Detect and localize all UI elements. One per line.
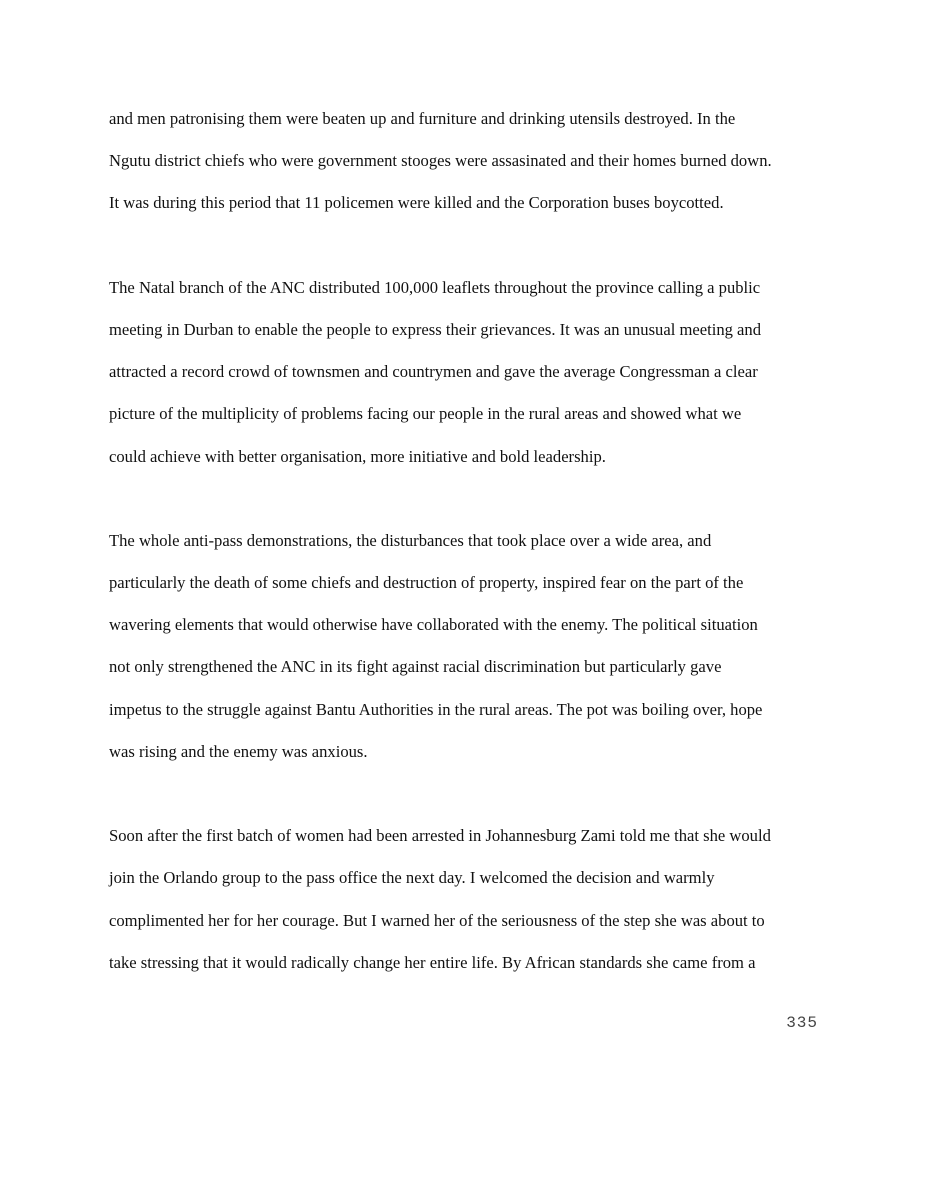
paragraph-spacer (109, 778, 821, 820)
text-line: was rising and the enemy was anxious. (109, 741, 368, 761)
paragraph-spacer (109, 483, 821, 525)
paragraph-4 (109, 820, 821, 989)
text-line: Soon after the first batch of women had been arrested in Johannesburg Zami told me that she would (109, 826, 771, 846)
text-line: impetus to the struggle against Bantu Authorities in the rural areas. The pot was boiling over, hope (109, 699, 763, 719)
text-line: Ngutu district chiefs who were government stooges were assasinated and their homes burned down. (109, 151, 772, 171)
text-line: It was during this period that 11 policemen were killed and the Corporation buses boycotted. (109, 193, 724, 213)
text-line: particularly the death of some chiefs and destruction of property, inspired fear on the part of the (109, 573, 744, 593)
paragraph-spacer (109, 230, 821, 272)
paragraph-3 (109, 525, 821, 778)
text-line: The Natal branch of the ANC distributed 100,000 leaflets throughout the province calling a public (109, 277, 761, 297)
page-number: 335 (786, 1014, 818, 1032)
text-line: The whole anti-pass demonstrations, the disturbances that took place over a wide area, and (109, 530, 712, 550)
text-line: attracted a record crowd of townsmen and countrymen and gave the average Congressman a clear (109, 362, 758, 382)
text-line: could achieve with better organisation, more initiative and bold leadership. (109, 446, 606, 466)
text-line: and men patronising them were beaten up and furniture and drinking utensils destroyed. In the (109, 109, 736, 128)
text-line: not only strengthened the ANC in its fight against racial discrimination but particularly gave (109, 657, 722, 677)
paragraph-1 (109, 103, 821, 230)
text-line: wavering elements that would otherwise have collaborated with the enemy. The political situation (109, 615, 758, 635)
text-line: picture of the multiplicity of problems facing our people in the rural areas and showed what we (109, 404, 742, 424)
text-line: meeting in Durban to enable the people to express their grievances. It was an unusual meeting and (109, 319, 762, 339)
body-text (109, 103, 821, 989)
text-line: take stressing that it would radically change her entire life. By African standards she came from a (109, 952, 756, 972)
paragraph-2 (109, 272, 821, 483)
text-line: complimented her for her courage. But I warned her of the seriousness of the step she was about to (109, 910, 765, 930)
text-line: join the Orlando group to the pass office the next day. I welcomed the decision and warmly (109, 868, 715, 888)
